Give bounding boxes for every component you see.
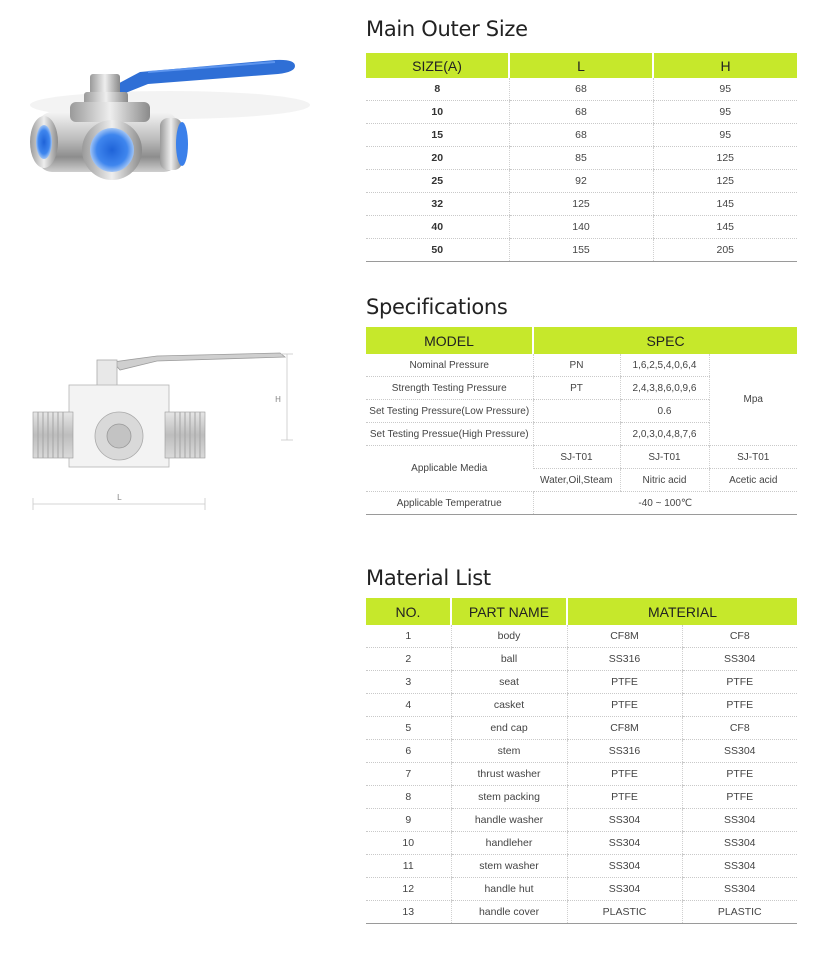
size-cell: 20 bbox=[366, 147, 509, 170]
set-low-pressure-code bbox=[533, 400, 620, 423]
no-cell: 4 bbox=[366, 694, 451, 717]
length-cell: 125 bbox=[509, 193, 653, 216]
height-cell: 125 bbox=[653, 170, 797, 193]
table-row bbox=[366, 492, 797, 515]
part-name-header: PART NAME bbox=[451, 598, 567, 625]
size-cell: 15 bbox=[366, 124, 509, 147]
part-name-cell: stem packing bbox=[451, 786, 567, 809]
no-cell: 5 bbox=[366, 717, 451, 740]
table-row bbox=[366, 216, 797, 239]
material-cell: SS304 bbox=[682, 740, 797, 763]
table-row bbox=[366, 78, 797, 101]
part-name-cell: handle washer bbox=[451, 809, 567, 832]
material-cell: CF8M bbox=[567, 625, 682, 648]
part-name-cell: stem bbox=[451, 740, 567, 763]
table-row bbox=[366, 124, 797, 147]
media-value: Water,Oil,Steam bbox=[533, 469, 620, 492]
table-row bbox=[366, 901, 797, 924]
strength-pressure-label: Strength Testing Pressure bbox=[366, 377, 533, 400]
material-cell: PLASTIC bbox=[682, 901, 797, 924]
table-row bbox=[366, 446, 797, 469]
set-high-pressure-value: 2,0,3,0,4,8,7,6 bbox=[620, 423, 709, 446]
table-row bbox=[366, 855, 797, 878]
table-row bbox=[366, 193, 797, 216]
outer-size-table bbox=[366, 53, 797, 262]
material-cell: PTFE bbox=[567, 763, 682, 786]
material-cell: PTFE bbox=[682, 671, 797, 694]
media-model: SJ-T01 bbox=[620, 446, 709, 469]
no-cell: 2 bbox=[366, 648, 451, 671]
length-cell: 92 bbox=[509, 170, 653, 193]
material-cell: CF8M bbox=[567, 717, 682, 740]
no-cell: 10 bbox=[366, 832, 451, 855]
table-row bbox=[366, 809, 797, 832]
material-cell: SS304 bbox=[567, 832, 682, 855]
strength-pressure-code: PT bbox=[533, 377, 620, 400]
no-cell: 6 bbox=[366, 740, 451, 763]
length-cell: 68 bbox=[509, 78, 653, 101]
table-row bbox=[366, 101, 797, 124]
set-low-pressure-value: 0.6 bbox=[620, 400, 709, 423]
height-cell: 145 bbox=[653, 216, 797, 239]
material-cell: PTFE bbox=[567, 694, 682, 717]
material-cell: SS304 bbox=[682, 855, 797, 878]
media-value: Acetic acid bbox=[709, 469, 797, 492]
spec-header: SPEC bbox=[533, 327, 797, 354]
specifications-title: Specifications bbox=[366, 295, 508, 319]
no-header: NO. bbox=[366, 598, 451, 625]
media-label: Applicable Media bbox=[366, 446, 533, 492]
valve-photo bbox=[20, 50, 320, 210]
no-cell: 13 bbox=[366, 901, 451, 924]
material-header-row bbox=[366, 598, 797, 625]
height-header: H bbox=[653, 53, 797, 78]
size-cell: 32 bbox=[366, 193, 509, 216]
no-cell: 8 bbox=[366, 786, 451, 809]
specifications-table bbox=[366, 327, 797, 515]
length-cell: 140 bbox=[509, 216, 653, 239]
part-name-cell: casket bbox=[451, 694, 567, 717]
part-name-cell: handle hut bbox=[451, 878, 567, 901]
table-row bbox=[366, 740, 797, 763]
size-cell: 10 bbox=[366, 101, 509, 124]
material-cell: PLASTIC bbox=[567, 901, 682, 924]
size-cell: 50 bbox=[366, 239, 509, 262]
material-list-table bbox=[366, 598, 797, 924]
no-cell: 9 bbox=[366, 809, 451, 832]
material-cell: PTFE bbox=[682, 786, 797, 809]
table-row bbox=[366, 671, 797, 694]
material-header: MATERIAL bbox=[567, 598, 797, 625]
material-cell: PTFE bbox=[682, 694, 797, 717]
no-cell: 1 bbox=[366, 625, 451, 648]
part-name-cell: seat bbox=[451, 671, 567, 694]
no-cell: 7 bbox=[366, 763, 451, 786]
height-cell: 125 bbox=[653, 147, 797, 170]
set-low-pressure-label: Set Testing Pressure(Low Pressure) bbox=[366, 400, 533, 423]
table-row bbox=[366, 354, 797, 377]
valve-drawing bbox=[25, 340, 325, 520]
material-cell: CF8 bbox=[682, 717, 797, 740]
set-high-pressure-code bbox=[533, 423, 620, 446]
part-name-cell: handle cover bbox=[451, 901, 567, 924]
spec-header-row bbox=[366, 327, 797, 354]
material-cell: SS304 bbox=[567, 809, 682, 832]
height-cell: 145 bbox=[653, 193, 797, 216]
outer-size-title: Main Outer Size bbox=[366, 17, 528, 41]
table-row bbox=[366, 239, 797, 262]
table-row bbox=[366, 763, 797, 786]
size-cell: 25 bbox=[366, 170, 509, 193]
table-row bbox=[366, 625, 797, 648]
set-high-pressure-label: Set Testing Pressue(High Pressure) bbox=[366, 423, 533, 446]
length-cell: 68 bbox=[509, 124, 653, 147]
media-value: Nitric acid bbox=[620, 469, 709, 492]
table-row bbox=[366, 147, 797, 170]
material-cell: PTFE bbox=[567, 671, 682, 694]
height-cell: 95 bbox=[653, 78, 797, 101]
temperature-label: Applicable Temperatrue bbox=[366, 492, 533, 515]
length-cell: 155 bbox=[509, 239, 653, 262]
table-row bbox=[366, 694, 797, 717]
table-row bbox=[366, 170, 797, 193]
part-name-cell: end cap bbox=[451, 717, 567, 740]
material-cell: SS316 bbox=[567, 740, 682, 763]
part-name-cell: body bbox=[451, 625, 567, 648]
temperature-value: -40 ~ 100℃ bbox=[533, 492, 797, 515]
material-cell: SS316 bbox=[567, 648, 682, 671]
material-cell: SS304 bbox=[682, 648, 797, 671]
no-cell: 3 bbox=[366, 671, 451, 694]
height-cell: 95 bbox=[653, 101, 797, 124]
material-cell: PTFE bbox=[682, 763, 797, 786]
material-cell: SS304 bbox=[567, 878, 682, 901]
material-cell: SS304 bbox=[682, 832, 797, 855]
no-cell: 11 bbox=[366, 855, 451, 878]
pressure-unit: Mpa bbox=[709, 354, 797, 446]
model-header: MODEL bbox=[366, 327, 533, 354]
part-name-cell: thrust washer bbox=[451, 763, 567, 786]
material-cell: PTFE bbox=[567, 786, 682, 809]
material-cell: CF8 bbox=[682, 625, 797, 648]
material-cell: SS304 bbox=[567, 855, 682, 878]
media-model: SJ-T01 bbox=[709, 446, 797, 469]
size-header: SIZE(A) bbox=[366, 53, 509, 78]
part-name-cell: stem washer bbox=[451, 855, 567, 878]
length-cell: 68 bbox=[509, 101, 653, 124]
length-cell: 85 bbox=[509, 147, 653, 170]
material-cell: SS304 bbox=[682, 809, 797, 832]
drawing-h-label: H bbox=[275, 395, 282, 404]
part-name-cell: ball bbox=[451, 648, 567, 671]
table-row bbox=[366, 648, 797, 671]
height-cell: 205 bbox=[653, 239, 797, 262]
table-row bbox=[366, 717, 797, 740]
length-header: L bbox=[509, 53, 653, 78]
outer-size-header-row bbox=[366, 53, 797, 78]
nominal-pressure-code: PN bbox=[533, 354, 620, 377]
table-row bbox=[366, 786, 797, 809]
strength-pressure-value: 2,4,3,8,6,0,9,6 bbox=[620, 377, 709, 400]
drawing-l-label: L bbox=[117, 493, 122, 502]
material-list-title: Material List bbox=[366, 566, 491, 590]
no-cell: 12 bbox=[366, 878, 451, 901]
part-name-cell: handleher bbox=[451, 832, 567, 855]
size-cell: 40 bbox=[366, 216, 509, 239]
media-model: SJ-T01 bbox=[533, 446, 620, 469]
table-row bbox=[366, 878, 797, 901]
material-cell: SS304 bbox=[682, 878, 797, 901]
nominal-pressure-label: Nominal Pressure bbox=[366, 354, 533, 377]
height-cell: 95 bbox=[653, 124, 797, 147]
nominal-pressure-value: 1,6,2,5,4,0,6,4 bbox=[620, 354, 709, 377]
size-cell: 8 bbox=[366, 78, 509, 101]
table-row bbox=[366, 832, 797, 855]
